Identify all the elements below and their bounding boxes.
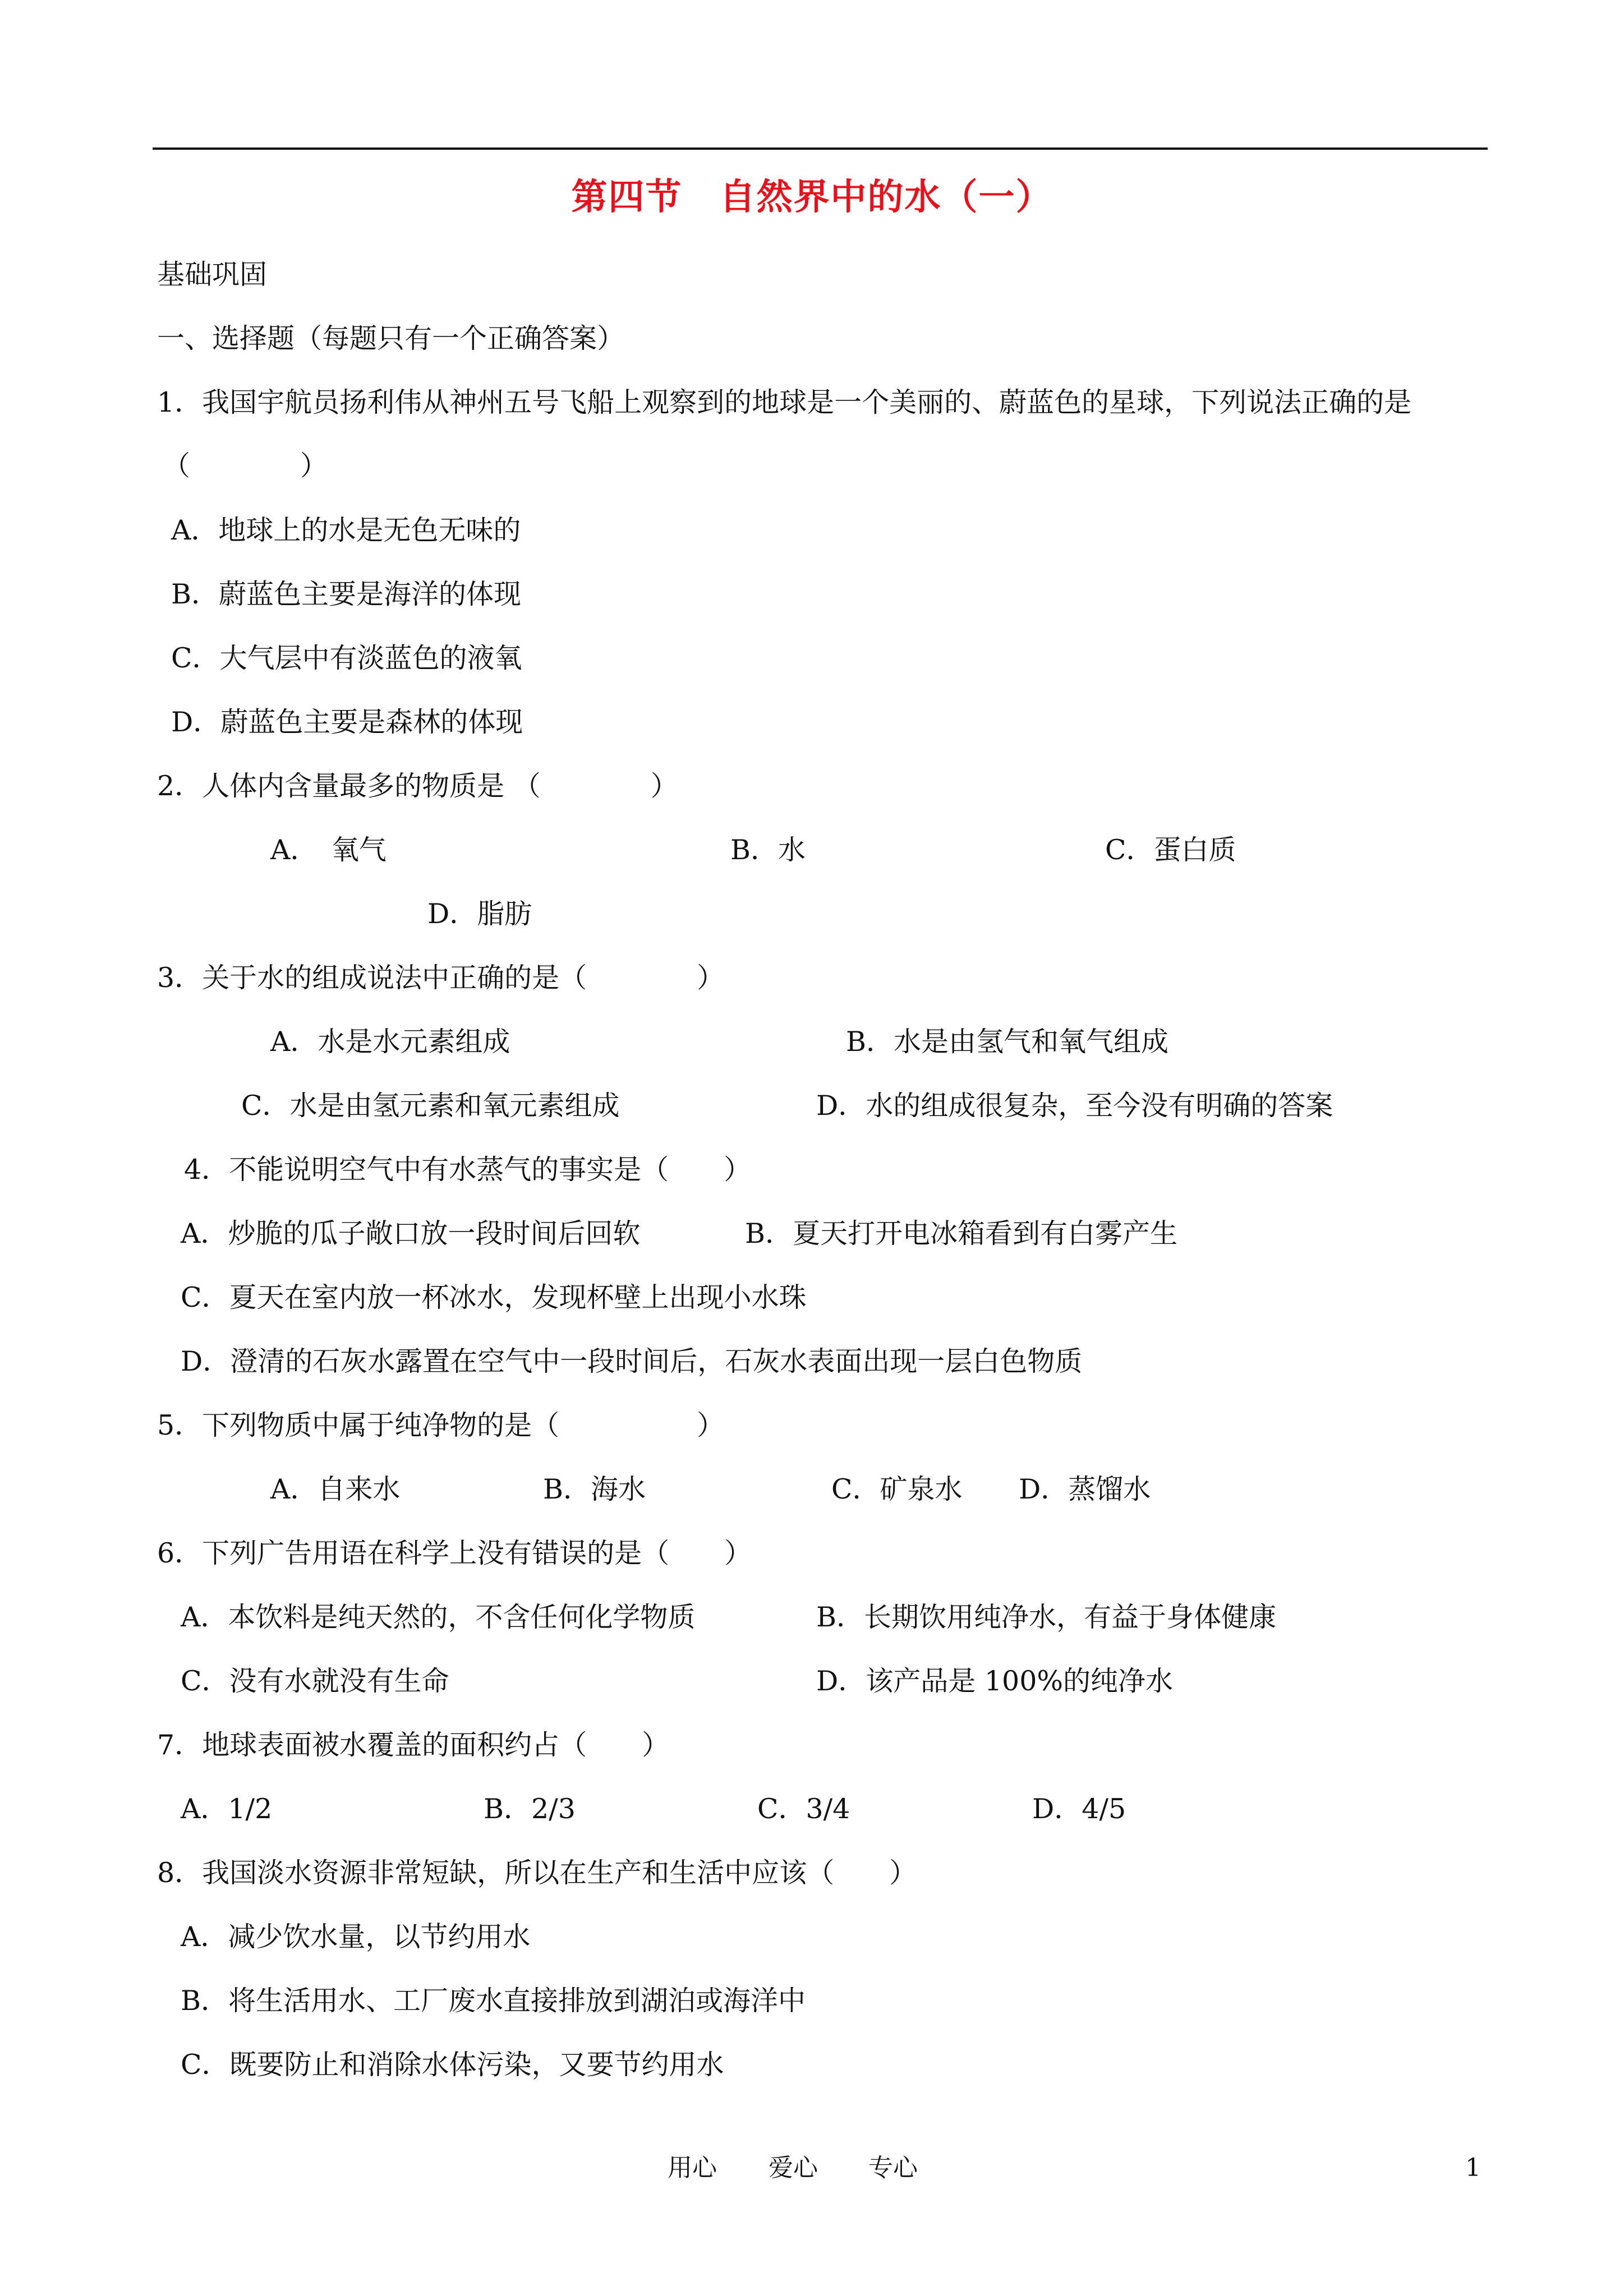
section-label: 基础巩固: [157, 259, 268, 291]
question-6-stem: 6．下列广告用语在科学上没有错误的是（ ）: [157, 1537, 752, 1569]
part-heading: 一、选择题（每题只有一个正确答案）: [157, 322, 625, 354]
question-7-stem: 7．地球表面被水覆盖的面积约占（ ）: [157, 1729, 670, 1761]
question-8-option-b: B．将生活用水、工厂废水直接排放到湖泊或海洋中: [181, 1985, 806, 2017]
question-6-option-c: C．没有水就没有生命: [181, 1665, 449, 1697]
question-8-stem: 8．我国淡水资源非常短缺，所以在生产和生活中应该（ ）: [157, 1857, 917, 1889]
question-2-stem: 2．人体内含量最多的物质是 （ ）: [157, 770, 678, 802]
question-8-option-c: C．既要防止和消除水体污染，又要节约用水: [181, 2049, 724, 2081]
question-6-option-d: D．该产品是 100%的纯净水: [816, 1665, 1173, 1697]
question-4-stem: 4．不能说明空气中有水蒸气的事实是（ ）: [184, 1154, 752, 1186]
question-1-stem-cont: （ ）: [163, 450, 328, 482]
question-5-stem: 5．下列物质中属于纯净物的是（ ）: [157, 1409, 725, 1441]
question-4-option-d: D．澄清的石灰水露置在空气中一段时间后，石灰水表面出现一层白色物质: [181, 1345, 1083, 1377]
question-3-option-a: A．水是水元素组成: [270, 1026, 510, 1058]
page-number: 1: [1465, 2154, 1481, 2182]
question-3-option-d: D．水的组成很复杂，至今没有明确的答案: [816, 1090, 1333, 1122]
question-6-option-a: A．本饮料是纯天然的，不含任何化学物质: [181, 1601, 696, 1633]
question-6-option-b: B．长期饮用纯净水，有益于身体健康: [816, 1601, 1277, 1633]
footer-motto-1: 用心: [668, 2154, 717, 2182]
question-4-option-a: A．炒脆的瓜子敞口放一段时间后回软: [181, 1218, 641, 1250]
footer-motto-3: 专心: [868, 2154, 918, 2182]
question-7-option-a: A．1/2: [181, 1793, 273, 1825]
question-7-option-b: B．2/3: [484, 1793, 576, 1825]
question-2-option-b: B．水: [730, 834, 806, 866]
question-5-option-d: D．蒸馏水: [1019, 1473, 1151, 1505]
header-rule: [153, 147, 1488, 150]
question-2-option-a: A． 氧气: [270, 834, 387, 866]
question-1-stem: 1．我国宇航员扬利伟从神州五号飞船上观察到的地球是一个美丽的、蔚蓝色的星球，下列说法正确的是: [157, 386, 1412, 418]
question-1-option-a: A．地球上的水是无色无味的: [171, 514, 521, 546]
question-4-option-c: C．夏天在室内放一杯冰水，发现杯壁上出现小水珠: [181, 1281, 807, 1313]
question-4-option-b: B．夏天打开电冰箱看到有白雾产生: [745, 1218, 1178, 1250]
question-1-option-b: B．蔚蓝色主要是海洋的体现: [171, 578, 522, 610]
question-7-option-d: D．4/5: [1032, 1793, 1126, 1825]
question-5-option-b: B．海水: [543, 1473, 646, 1505]
question-5-option-c: C．矿泉水: [831, 1473, 963, 1505]
question-7-option-c: C．3/4: [757, 1793, 850, 1825]
question-8-option-a: A．减少饮水量，以节约用水: [181, 1921, 531, 1953]
question-5-option-a: A．自来水: [270, 1473, 401, 1505]
question-2-option-c: C．蛋白质: [1105, 834, 1236, 866]
question-1-option-c: C．大气层中有淡蓝色的液氧: [171, 642, 522, 674]
page-title: 第四节 自然界中的水（一）: [571, 176, 1053, 218]
footer-motto-2: 爱心: [769, 2154, 818, 2182]
question-3-option-b: B．水是由氢气和氧气组成: [846, 1026, 1169, 1058]
question-3-option-c: C．水是由氢元素和氧元素组成: [241, 1090, 620, 1122]
question-3-stem: 3．关于水的组成说法中正确的是（ ）: [157, 962, 725, 994]
question-1-option-d: D．蔚蓝色主要是森林的体现: [171, 706, 523, 738]
question-2-option-d: D．脂肪: [427, 898, 532, 930]
